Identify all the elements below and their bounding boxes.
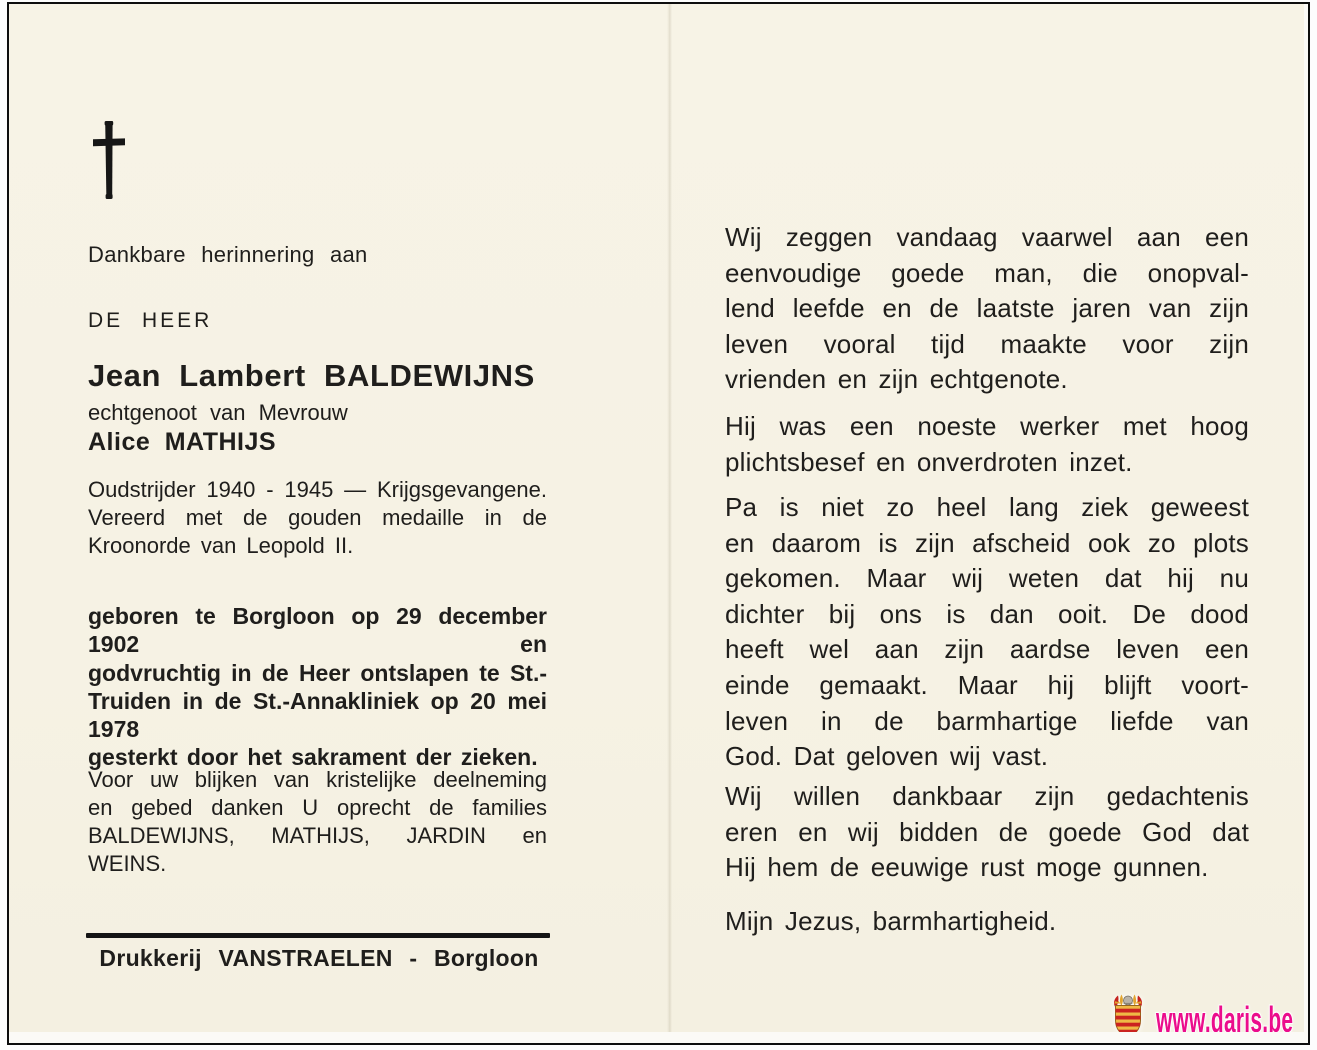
text-line: Hij was een noeste werker met hoog (725, 411, 1249, 441)
text-line: Mijn Jezus, barmhartigheid. (725, 906, 1057, 936)
eulogy-paragraph-2 (725, 409, 1249, 480)
text-line: vrienden en zijn echtgenote. (725, 364, 1068, 395)
text-line: plichtsbesef en onverdroten inzet. (725, 446, 1133, 477)
watermark-url: www.daris.be (1156, 999, 1294, 1032)
text-line: leven vooral tijd maakte voor zijn (725, 328, 1249, 359)
spouse-name: Alice MATHIJS (88, 428, 277, 456)
text-line: Oudstrijder 1940 - 1945 — Krijgsgevangene. (88, 477, 547, 502)
honorific: DE HEER (88, 309, 213, 332)
text-line: leven in de barmhartige liefde van (725, 705, 1249, 736)
text-line: dichter bij ons is dan ooit. De dood (725, 598, 1249, 629)
printer-rule (86, 933, 550, 938)
text-line: eenvoudige goede man, die onopval- (725, 257, 1249, 288)
deceased-name: Jean Lambert BALDEWIJNS (88, 358, 535, 393)
text-line: lend leefde en de laatste jaren van zijn (725, 293, 1249, 324)
printer-credit: Drukkerij VANSTRAELEN - Borgloon (99, 945, 539, 971)
text-line: geboren te Borgloon op 29 december 1902 en (88, 603, 547, 658)
text-line: Pa is niet zo heel lang ziek geweest (725, 492, 1249, 522)
text-line: Wij willen dankbaar zijn gedachtenis (725, 781, 1249, 811)
coat-of-arms-icon (1111, 992, 1145, 1032)
text-line: Kroonorde van Leopold II. (88, 533, 354, 559)
card-paper (9, 4, 1304, 1032)
text-line: en gebed danken U oprecht de families (88, 795, 547, 820)
text-line: en daarom is zijn afscheid ook zo plots (725, 527, 1249, 558)
text-line: God. Dat geloven wij vast. (725, 741, 1049, 772)
text-line: Hij hem de eeuwige rust moge gunnen. (725, 852, 1209, 883)
cross-icon (93, 121, 125, 199)
text-line: gekomen. Maar wij weten dat hij nu (725, 563, 1249, 594)
intro-line: Dankbare herinnering aan (88, 242, 368, 267)
text-line: heeft wel aan zijn aardse leven een (725, 634, 1249, 665)
text-line: einde gemaakt. Maar hij blijft voort- (725, 669, 1249, 700)
text-line: Truiden in de St.-Annakliniek op 20 mei 1978 (88, 687, 547, 743)
birth-death-record (88, 602, 547, 772)
text-line: gesterkt door het sakrament der zieken. (88, 744, 538, 771)
eulogy-paragraph-1 (725, 220, 1249, 398)
eulogy-paragraph-4 (725, 779, 1249, 886)
acknowledgement (88, 766, 547, 878)
eulogy-paragraph-3 (725, 490, 1249, 775)
text-line: eren en wij bidden de goede God dat (725, 816, 1249, 847)
scan-frame (7, 2, 1310, 1045)
spouse-prefix: echtgenoot van Mevrouw (88, 400, 348, 425)
war-record (88, 476, 547, 561)
fold-line (667, 4, 672, 1032)
prayer-line (725, 904, 1249, 940)
text-line: godvruchtig in de Heer ontslapen te St.- (88, 659, 547, 686)
text-line: Voor uw blijken van kristelijke deelneming (88, 767, 547, 792)
text-line: Vereerd met de gouden medaille in de (88, 505, 547, 531)
text-line: BALDEWIJNS, MATHIJS, JARDIN en WEINS. (88, 823, 547, 876)
text-line: Wij zeggen vandaag vaarwel aan een (725, 222, 1249, 252)
